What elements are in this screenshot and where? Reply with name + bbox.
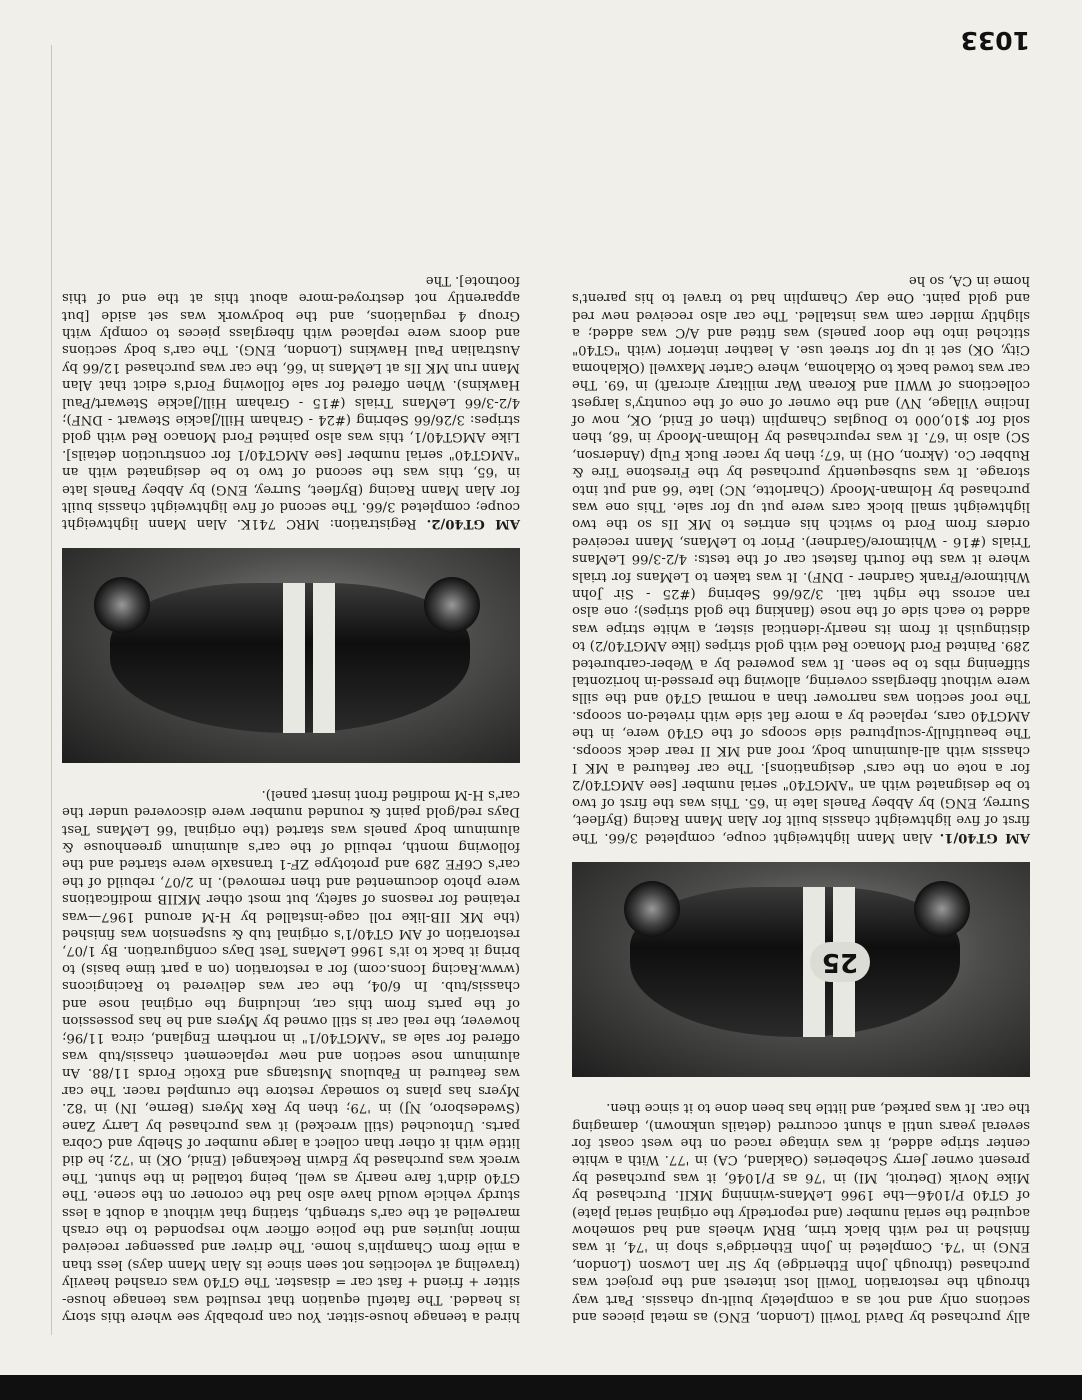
car-wheel (624, 881, 680, 937)
paragraph: ally purchased by David Towill (London, ENG) as metal pieces and sections only and not as a completely built-up chassis. Part way through the restoration Towill lost interest and the project was purchased (through John Etheridge) by Sir Ian Lowson (London, ENG) in '74. Completed in John Etheridge's shop in '74, it was finished in red with black trim, BRM wheels and had somehow acquired the serial number (and reportedly the original serial plate) of GT40 P/1046—the 1966 LeMans-winning MKII. Purchased by Mike Novik (Detroit, MI) in '76 as P/1046, it was purchased by present owner Jerry Scheberies (Oakland, CA) in '77. With a white center stripe added, it was vintage raced on the west coast for several years until a shunt occurred (details unknown), damaging the car. It was parked, and little has been done to it since then. (572, 1100, 1030, 1324)
entry-heading: AM GT40/2. (426, 516, 520, 532)
race-number: 25 (810, 942, 870, 982)
car-wheel (424, 577, 480, 633)
photo-am-gt40-1 (572, 862, 1030, 1077)
car-stripe (283, 583, 305, 733)
right-column (62, 271, 520, 1325)
photo-am-gt40-2 (62, 548, 520, 763)
car-stripe (313, 583, 335, 733)
car-wheel (914, 881, 970, 937)
car-wheel (94, 577, 150, 633)
entry-text: Registration: MRC 741K. Alan Mann lightweight coupe; completed 3/66. The second of five lightweight chassis built for Alan Mann Racing (Byfleet, Surrey, ENG) by Abbey Panels late in '65, this was the second of two to be designated with an "AMGT40" serial number [see AMGT40/1 for construction details]. Like AMGT40/1, this was also painted Ford Monaco Red with gold stripes: 3/26/66 Sebring (#24 - Graham Hill/Jackie Stewart - DNF); 4/2-3/66 LeMans Trials (#15 - Graham Hill/Jackie Stewart/Paul Hawkins). When offered for sale following Ford's edict that Alan Mann run MK IIs at LeMans in '66, the car was purchased 12/66 by Australian Paul Hawkins (London, ENG). The car's body sections and doors were replaced with fiberglass pieces to comply with Group 4 regulations, and the bodywork was set aside [but apparently not destroyed-more about this at the end of this footnote]. The (62, 272, 520, 532)
entry-am-gt40-2 (62, 271, 520, 532)
page-number: 1033 (960, 26, 1030, 55)
entry-am-gt40-1 (572, 271, 1030, 845)
entry-heading: AM GT40/1. (939, 829, 1030, 845)
paragraph: hired a teenage house-sitter. You can probably see where this story is headed. The fateful equation that resulted was teenage house-sitter + friend + fast car = disaster. The GT40 was crashed heavily (traveling at velocities not seen since its Alan Mann days) less than a mile from Champlin's home. The driver and passenger received minor injuries and the police officer who responded to the crash marvelled at the car's strength, stating that without a doubt a less sturdy vehicle would have also had the coroner on the scene. The GT40 didn't fare nearly as well, being totalled in the shunt. The wreck was purchased by Edwin Reckangel (Enid, OK) in '72; he did little with it other than collect a large number of Shelby and Cobra parts. Untouched (still wrecked) it was purchased by Larry Zane (Swedesboro, NJ) in '79; then by Rex Myers (Berne, IN) in '82. Myers has plans to someday restore the crumpled racer. The car was featured in Fabulous Mustangs and Exotic Fords 11/88. An aluminum nose section and new replacement chassis/tub was offered for sale as "AMGT40/1" in northern England, circa 11/96; however, the real car is still owned by Myers and he has possession of the parts from this car, including the original nose and chassis/tub. In 6/04, the car was delivered to Racingicons (www.Racing Icons.com) for a restoration (on a part time basis) to bring it back to it's 1966 LeMans Test Days configuration. By 1/07, restoration of AM GT40/1's original tub & suspension was finished (the MK IIB-like roll cage-installed by H-M around 1967—was retained for reasons of safety, but most other MKIIB modifications were photo documented and then removed). In 2/07, rebuild of the car's C6FE 289 and prototype ZF-1 transaxle were started and the following month, rebuild of the car's aluminum greenhouse & aluminum body panels was started (the original '66 LeMans Test Days red/gold paint & rounded number were discovered under the car's H-M modified front insert panel). (62, 786, 520, 1324)
page-edge-line (51, 45, 52, 1335)
left-column (572, 271, 1030, 1325)
entry-text: Alan Mann lightweight coupe, completed 3/66. The first of five lightweight chassis built for Alan Mann Racing (Byfleet, Surrey, ENG) by Abbey Panels late in '65. This was the first of two to be designated with an "AMGT40" serial number [see AMGT40/2 for a note on the cars' designations]. The car featured a MK I chassis with all-aluminum body, roof and MK II rear deck scoops. The beautifully-sculptured side scoops of the GT40 were, in the AMGT40 cars, replaced by a more flat side with riveted-on scoops. The roof section was narrower than a normal GT40 and the sills were without fiberglass covering, allowing the pressed-in horizontal stiffening ribs to be seen. It was powered by a Weber-carbureted 289. Painted Ford Monaco Red with gold stripes (like AMGT40/2) to distinguish it from its nearly-identical sister, a white stripe was added to each side of the nose (flanking the gold stripes); one also ran across the right tail. 3/26/66 Sebring (#25 - Sir John Whitmore/Frank Gardner - DNF). It was taken to LeMans for trials where it was the fourth fastest car of the tests: 4/2-3/66 LeMans Trials (#16 - Whitmore/Gardner). Prior to LeMans, Mann received orders from Ford to switch his entries to MK IIs so the two lightweight small block cars were put up for sale. This one was purchased by Holman-Moody (Charlotte, NC) late '66 and put into storage. It was subsequently purchased by the Firestone Tire & Rubber Co. (Akron, OH) in '67; then by racer Buck Fulp (Anderson, SC) also in '67. It was repurchased by Holman-Moody in '68, then sold for $10,000 to Douglas Champlin (then of Enid, OK, now of Incline Village, NV) and the owner of one of the country's largest collections of WWII and Korean War military aircraft) in '69. The car was towed back to Oklahoma, where Carter Maxwell (Oklahoma City, OK) set it up for street use. A leather interior (with "GT40" stitched into the door panels) was fitted and A/C was added; a slightly milder cam was installed. The car also received new red and gold paint. One day Champlin had to travel to his parent's home in CA, so he (572, 272, 1030, 845)
